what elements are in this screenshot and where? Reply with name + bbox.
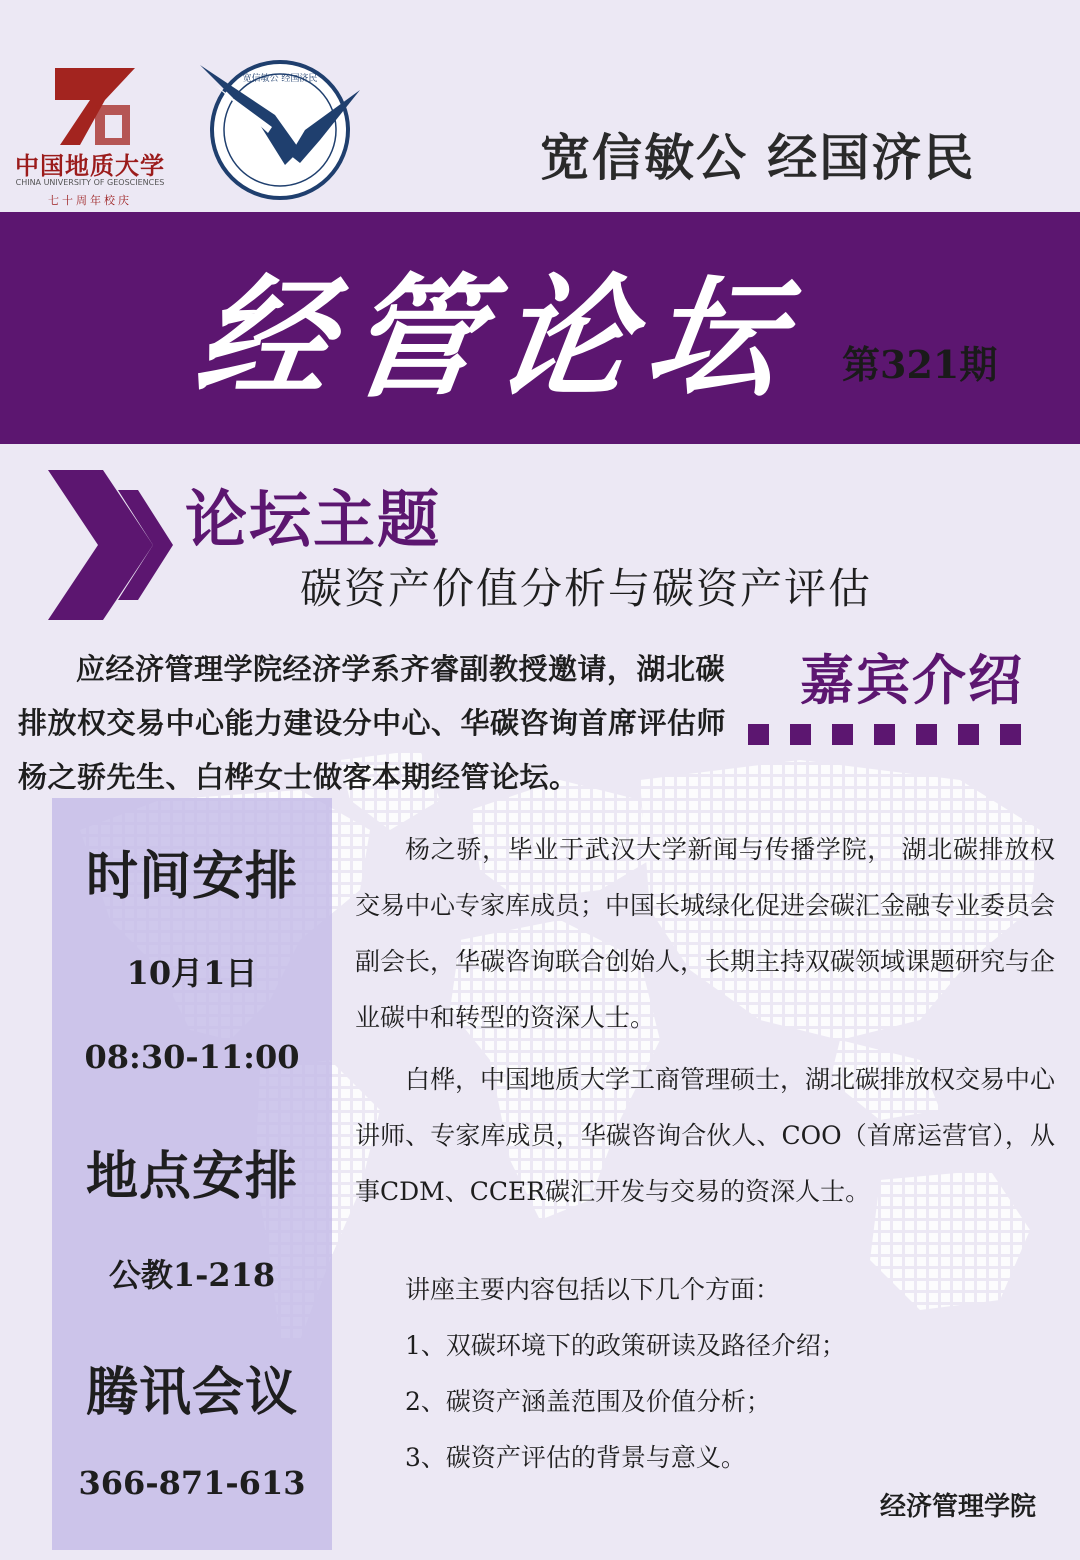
forum-title: 经管论坛: [187, 261, 810, 416]
square-dot: [958, 724, 979, 745]
square-dot: [832, 724, 853, 745]
emblem-motto: 宽信敏公 经国济民: [242, 74, 318, 84]
meeting-id: 366-871-613: [78, 1464, 306, 1502]
school-emblem: [190, 55, 370, 205]
topic-title: 碳资产价值分析与碳资产评估: [300, 564, 873, 613]
square-dot: [1000, 724, 1021, 745]
topic-heading: 论坛主题: [185, 483, 442, 556]
university-name: 中国地质大学: [15, 151, 165, 180]
seventy-anniversary-icon: [50, 60, 140, 150]
university-logo: [10, 60, 170, 210]
lecture-item: 3、碳资产评估的背景与意义。: [405, 1443, 746, 1472]
lecture-item: 2、碳资产涵盖范围及价值分析；: [405, 1387, 771, 1416]
university-name-en: CHINA UNIVERSITY OF GEOSCIENCES: [15, 178, 165, 187]
event-date: 10月1日: [126, 954, 258, 992]
square-dot: [874, 724, 895, 745]
issue-number: 第321期: [842, 342, 998, 387]
event-time: 08:30-11:00: [84, 1038, 300, 1076]
time-heading: 时间安排: [85, 846, 298, 907]
square-dot: [748, 724, 769, 745]
guest-bio: 白桦，中国地质大学工商管理硕士，湖北碳排放权交易中心讲师、专家库成员，华碳咨询合伙人、COO（首席运营官），从事CDM、CCER碳汇开发与交易的资深人士。: [355, 1065, 1056, 1206]
lecture-intro: 讲座主要内容包括以下几个方面：: [405, 1275, 781, 1304]
guest-bio: 杨之骄，毕业于武汉大学新闻与传播学院， 湖北碳排放权交易中心专家库成员；中国长城绿化促进会碳汇金融专业委员会副会长，华碳咨询联合创始人，长期主持双碳领域课题研究与企业碳中和转型的资深人士。: [355, 835, 1056, 1032]
motto: 宽信敏公 经国济民: [540, 128, 976, 187]
meeting-heading: 腾讯会议: [85, 1362, 298, 1423]
lecture-contents: [355, 1262, 1055, 1486]
guest-bios: [355, 822, 1055, 1220]
anniversary-text: 七十周年校庆: [48, 194, 132, 207]
guest-intro-heading: 嘉宾介绍: [800, 648, 1024, 712]
intro-paragraph: 应经济管理学院经济学系齐睿副教授邀请，湖北碳排放权交易中心能力建设分中心、华碳咨询首席评估师杨之骄先生、白桦女士做客本期经管论坛。: [18, 652, 727, 794]
decorative-squares: [748, 724, 1038, 748]
schedule-panel: [52, 798, 332, 1550]
organizer: 经济管理学院: [880, 1492, 1037, 1522]
square-dot: [916, 724, 937, 745]
lecture-item: 1、双碳环境下的政策研读及路径介绍；: [405, 1331, 846, 1360]
chevron-right-icon: [48, 470, 178, 620]
place-heading: 地点安排: [85, 1146, 298, 1207]
square-dot: [790, 724, 811, 745]
event-place: 公教1-218: [108, 1256, 276, 1294]
